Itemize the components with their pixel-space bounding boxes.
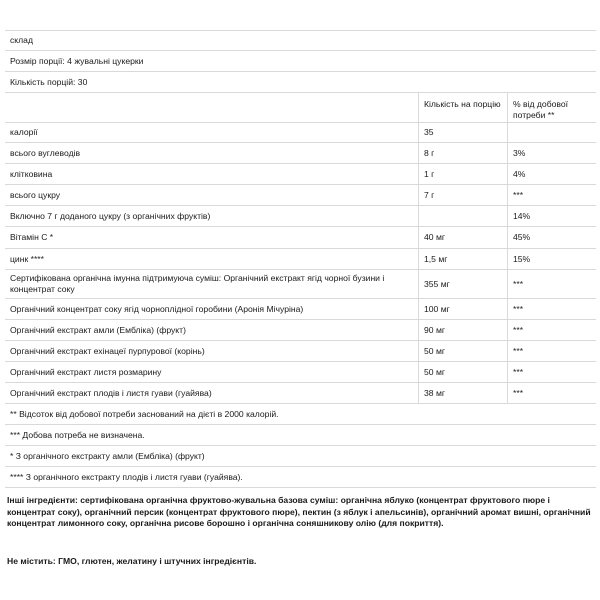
header-nutrient: [5, 93, 418, 122]
table-row: [5, 227, 596, 249]
table-row: [5, 249, 596, 270]
nutrient-name: Включно 7 г доданого цукру (з органічних фруктів): [10, 210, 211, 221]
nutrient-name: Органічний екстракт амли (Ембліка) (фрукт): [10, 324, 186, 335]
title-row: [5, 30, 596, 51]
footnote: *** Добова потреба не визначена.: [10, 429, 145, 440]
nutrient-name: всього цукру: [10, 189, 61, 200]
table-row: [5, 206, 596, 227]
nutrient-name: Органічний концентрат соку ягід чорноплідної горобини (Аронія Мічуріна): [10, 303, 304, 314]
nutrient-dv: ***: [507, 341, 596, 361]
nutrient-dv: 15%: [507, 249, 596, 269]
nutrient-name: Органічний екстракт листя розмарину: [10, 366, 162, 377]
nutrient-name: Органічний екстракт ехінацеї пурпурової (корінь): [10, 345, 205, 356]
footnote: **** З органічного екстракту плодів і листя гуави (гуайява).: [10, 471, 243, 482]
nutrient-dv: ***: [507, 383, 596, 403]
footnote-row: [5, 404, 596, 425]
table-row: [5, 341, 596, 362]
table-row: [5, 164, 596, 185]
table-row: [5, 299, 596, 320]
header-row: [5, 93, 596, 123]
table-row: [5, 143, 596, 164]
table-title: склад: [10, 35, 33, 45]
footnote: * З органічного екстракту амли (Ембліка) (фрукт): [10, 450, 205, 461]
nutrient-name: Вітамін С *: [10, 232, 54, 242]
nutrient-amount: 1 г: [418, 164, 507, 184]
servings-count-row: [5, 72, 596, 93]
nutrient-name: Сертифікована органічна імунна підтримуюча суміш: Органічний екстракт ягід чорної бузини і концентрат соку: [10, 273, 385, 294]
table-row: [5, 383, 596, 404]
header-dv: % від добової потреби **: [507, 93, 596, 122]
table-row: [5, 320, 596, 341]
nutrient-name: калорії: [10, 127, 38, 137]
nutrient-dv: 45%: [507, 227, 596, 248]
table-row: [5, 123, 596, 143]
other-ingredients: Інші інгредієнти: сертифікована органічна фруктово-жувальна базова суміш: органічна яблуко (концентрат фруктового пюре і концентрат соку), органічний персик (концентрат фруктового пюре), пектин (з яблук і апельсинів), органічний аромат вишні, органічний концентрат лимонного соку, органічна рисове борошно і органічна соняшникову олію (для покриття).: [7, 495, 591, 528]
table-row: [5, 270, 596, 299]
nutrient-dv: ***: [507, 362, 596, 382]
table-row: [5, 362, 596, 383]
nutrient-dv: ***: [507, 320, 596, 340]
nutrient-amount: 100 мг: [418, 299, 507, 319]
nutrient-amount: 1,5 мг: [418, 249, 507, 269]
nutrient-name: клітковина: [10, 168, 53, 179]
nutrient-dv: 3%: [507, 143, 596, 163]
nutrient-amount: 35: [418, 123, 507, 142]
footnote-row: [5, 446, 596, 467]
nutrient-dv: 4%: [507, 164, 596, 184]
nutrient-name: цинк ****: [10, 253, 44, 264]
nutrient-name: всього вуглеводів: [10, 147, 81, 158]
footnote-row: [5, 467, 596, 488]
table-row: [5, 185, 596, 206]
nutrient-amount: 355 мг: [418, 270, 507, 298]
nutrient-dv: ***: [507, 185, 596, 205]
nutrient-dv: [507, 123, 596, 142]
servings-count: Кількість порцій: 30: [10, 76, 88, 87]
header-amount: Кількість на порцію: [418, 93, 507, 122]
nutrient-amount: 50 мг: [418, 341, 507, 361]
serving-size: Розмір порції: 4 жувальні цукерки: [10, 55, 144, 66]
serving-size-row: [5, 51, 596, 72]
supplement-facts-table: [5, 30, 596, 488]
nutrient-amount: 90 мг: [418, 320, 507, 340]
nutrient-amount: 7 г: [418, 185, 507, 205]
nutrient-dv: ***: [507, 270, 596, 298]
not-contain-statement: Не містить: ГМО, глютен, желатину і штучних інгредієнтів.: [7, 556, 257, 566]
nutrient-dv: 14%: [507, 206, 596, 226]
footnote: ** Відсоток від добової потреби заснований на дієті в 2000 калорій.: [10, 408, 279, 419]
nutrient-name: Органічний екстракт плодів і листя гуави (гуайява): [10, 387, 212, 398]
nutrient-amount: 40 мг: [418, 227, 507, 248]
nutrient-amount: 38 мг: [418, 383, 507, 403]
nutrient-amount: [418, 206, 507, 226]
footnote-row: [5, 425, 596, 446]
nutrient-amount: 50 мг: [418, 362, 507, 382]
nutrient-dv: ***: [507, 299, 596, 319]
nutrient-amount: 8 г: [418, 143, 507, 163]
